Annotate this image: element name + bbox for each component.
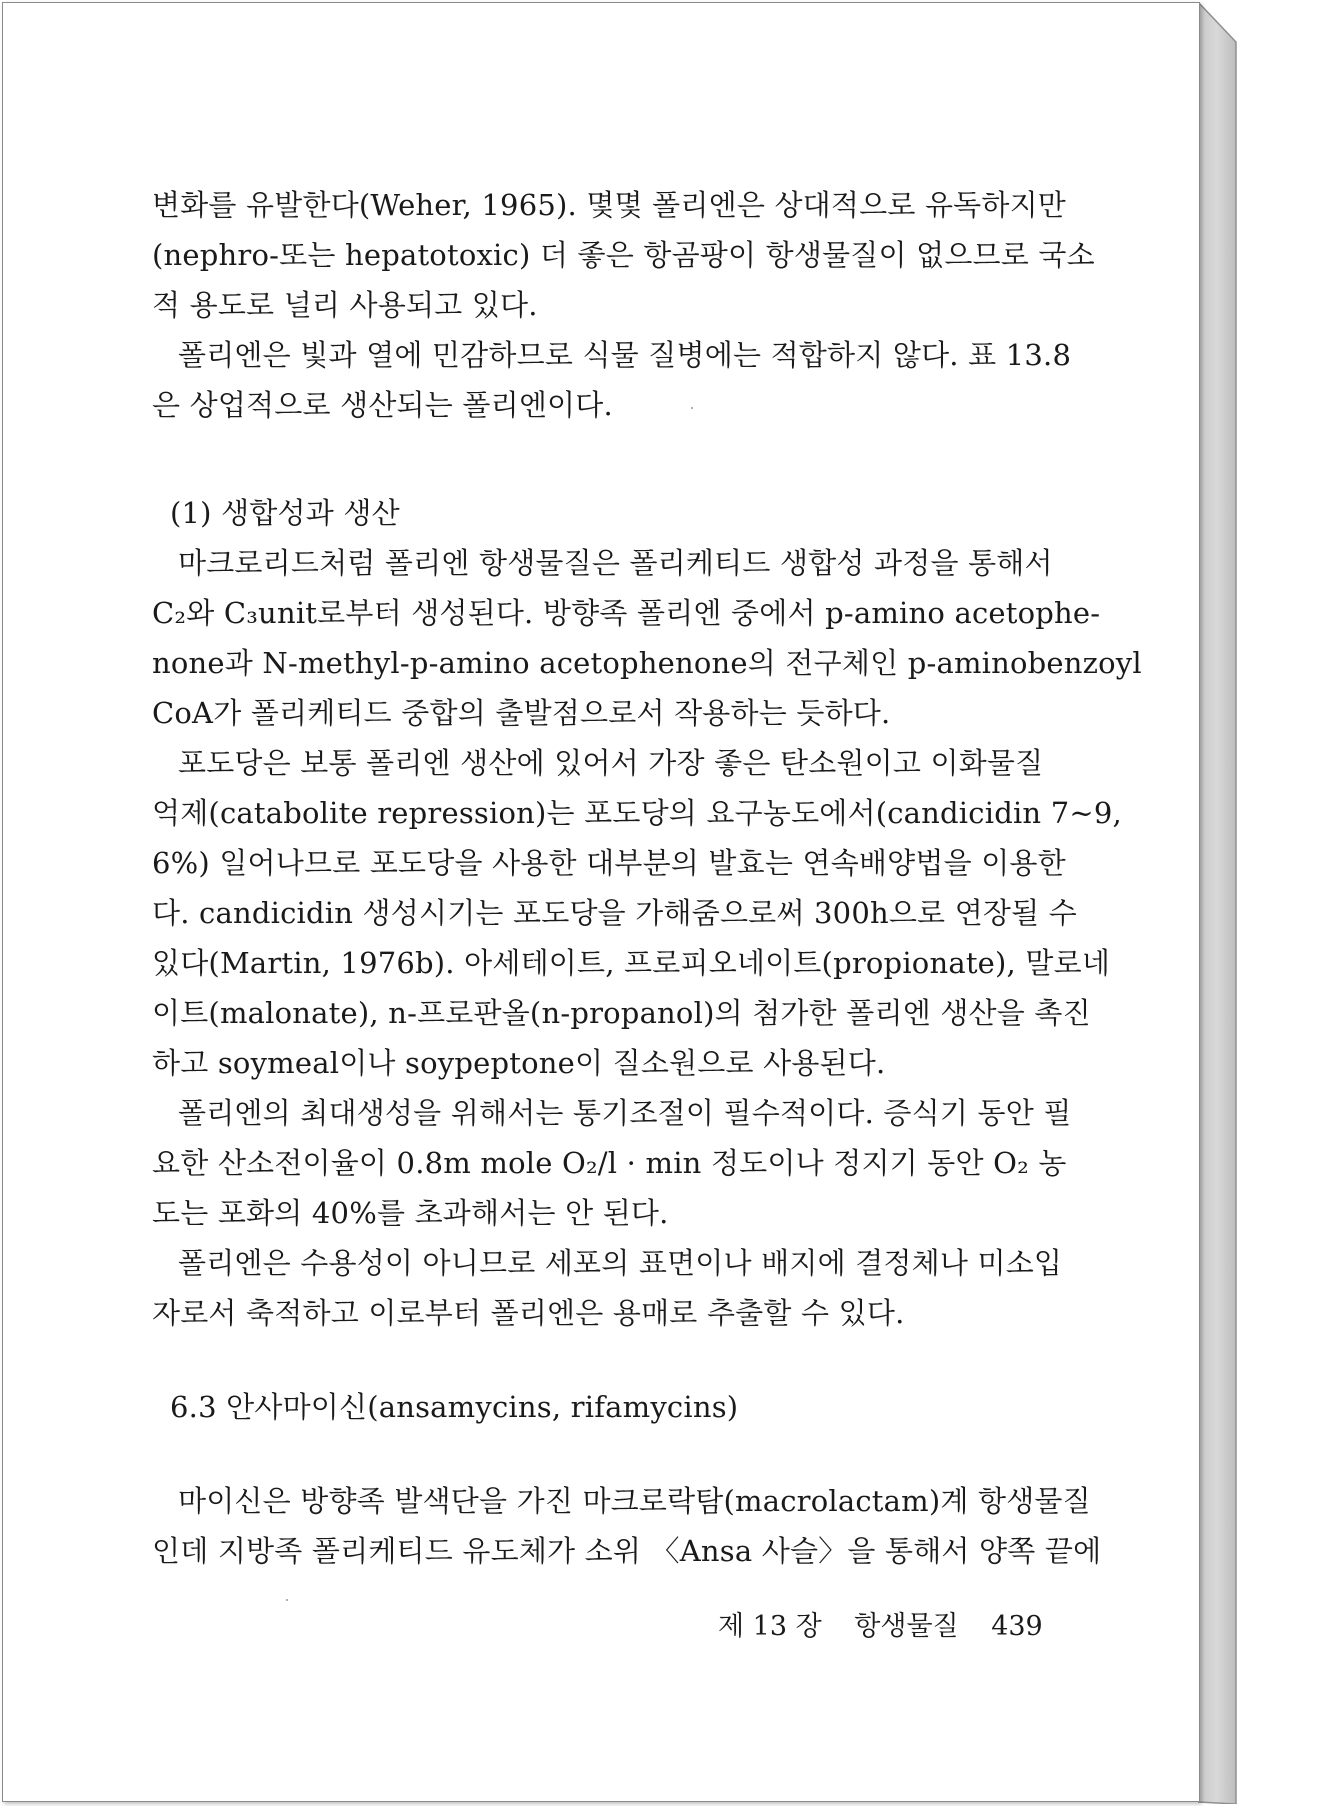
- paragraph: [152, 1238, 1063, 1338]
- paragraph: [152, 1088, 1072, 1238]
- text-line: 폴리엔은 빛과 열에 민감하므로 식물 질병에는 적합하지 않다. 표 13.8: [178, 338, 1072, 372]
- paragraph: [152, 738, 1122, 1088]
- paragraph: [152, 330, 1072, 430]
- section-heading: (1) 생합성과 생산: [170, 496, 400, 530]
- text-line: 다. candicidin 생성시기는 포도당을 가해줌으로써 300h으로 연장될 수: [152, 896, 1077, 930]
- text-line: 자로서 축적하고 이로부터 폴리엔은 용매로 추출할 수 있다.: [152, 1296, 905, 1330]
- footer-title: 항생물질: [854, 1611, 959, 1642]
- text-line: (nephro-또는 hepatotoxic) 더 좋은 항곰팡이 항생물질이 없으므로 국소: [152, 238, 1095, 272]
- text-line: 인데 지방족 폴리케티드 유도체가 소위 〈Ansa 사슬〉을 통해서 양쪽 끝에: [152, 1534, 1102, 1568]
- text-line: 마이신은 방향족 발색단을 가진 마크로락탐(macrolactam)계 항생물질: [178, 1484, 1091, 1518]
- spacer: [152, 1338, 1014, 1382]
- paragraph: [152, 1476, 1102, 1576]
- text-line: 하고 soymeal이나 soypeptone이 질소원으로 사용된다.: [152, 1046, 886, 1080]
- text-line: 요한 산소전이율이 0.8m mole O₂/l · min 정도이나 정지기 동안 O₂ 농: [152, 1146, 1067, 1180]
- text-line: 변화를 유발한다(Weher, 1965). 몇몇 폴리엔은 상대적으로 유독하지만: [152, 188, 1067, 222]
- page-footer: [718, 1604, 1043, 1643]
- text-line: 폴리엔의 최대생성을 위해서는 통기조절이 필수적이다. 증식기 동안 필: [178, 1096, 1072, 1130]
- paragraph: [152, 180, 1095, 330]
- text-line: 도는 포화의 40%를 초과해서는 안 된다.: [152, 1196, 669, 1230]
- spacer: [152, 1432, 1014, 1476]
- paragraph: [152, 538, 1142, 738]
- text-line: 억제(catabolite repression)는 포도당의 요구농도에서(candicidin 7~9,: [152, 796, 1122, 830]
- text-line: 이트(malonate), n-프로판올(n-propanol)의 첨가한 폴리엔 생산을 촉진: [152, 996, 1091, 1030]
- text-line: 적 용도로 널리 사용되고 있다.: [152, 288, 538, 322]
- text-line: 폴리엔은 수용성이 아니므로 세포의 표면이나 배지에 결정체나 미소입: [178, 1246, 1063, 1280]
- text-line: 포도당은 보통 폴리엔 생산에 있어서 가장 좋은 탄소원이고 이화물질: [178, 746, 1044, 780]
- page-block-edge: [1198, 2, 1328, 1804]
- page-number: 439: [991, 1611, 1043, 1642]
- text-line: none과 N-methyl-p-amino acetophenone의 전구체인 p-aminobenzoyl: [152, 646, 1142, 680]
- text-line: 마크로리드처럼 폴리엔 항생물질은 폴리케티드 생합성 과정을 통해서: [178, 546, 1053, 580]
- text-line: 은 상업적으로 생산되는 폴리엔이다.: [152, 388, 613, 422]
- footer-chapter: 제 13 장: [718, 1611, 822, 1642]
- page-body-text: [152, 180, 1142, 1576]
- text-line: C₂와 C₃unit로부터 생성된다. 방향족 폴리엔 중에서 p-amino acetophe-: [152, 596, 1101, 630]
- text-line: 있다(Martin, 1976b). 아세테이트, 프로피오네이트(propionate), 말로네: [152, 946, 1111, 980]
- text-line: CoA가 폴리케티드 중합의 출발점으로서 작용하는 듯하다.: [152, 696, 891, 730]
- text-line: 6%) 일어나므로 포도당을 사용한 대부분의 발효는 연속배양법을 이용한: [152, 846, 1066, 880]
- spacer: [152, 430, 1014, 488]
- section-heading: 6.3 안사마이신(ansamycins, rifamycins): [170, 1390, 739, 1424]
- scan-speck: [286, 1599, 288, 1601]
